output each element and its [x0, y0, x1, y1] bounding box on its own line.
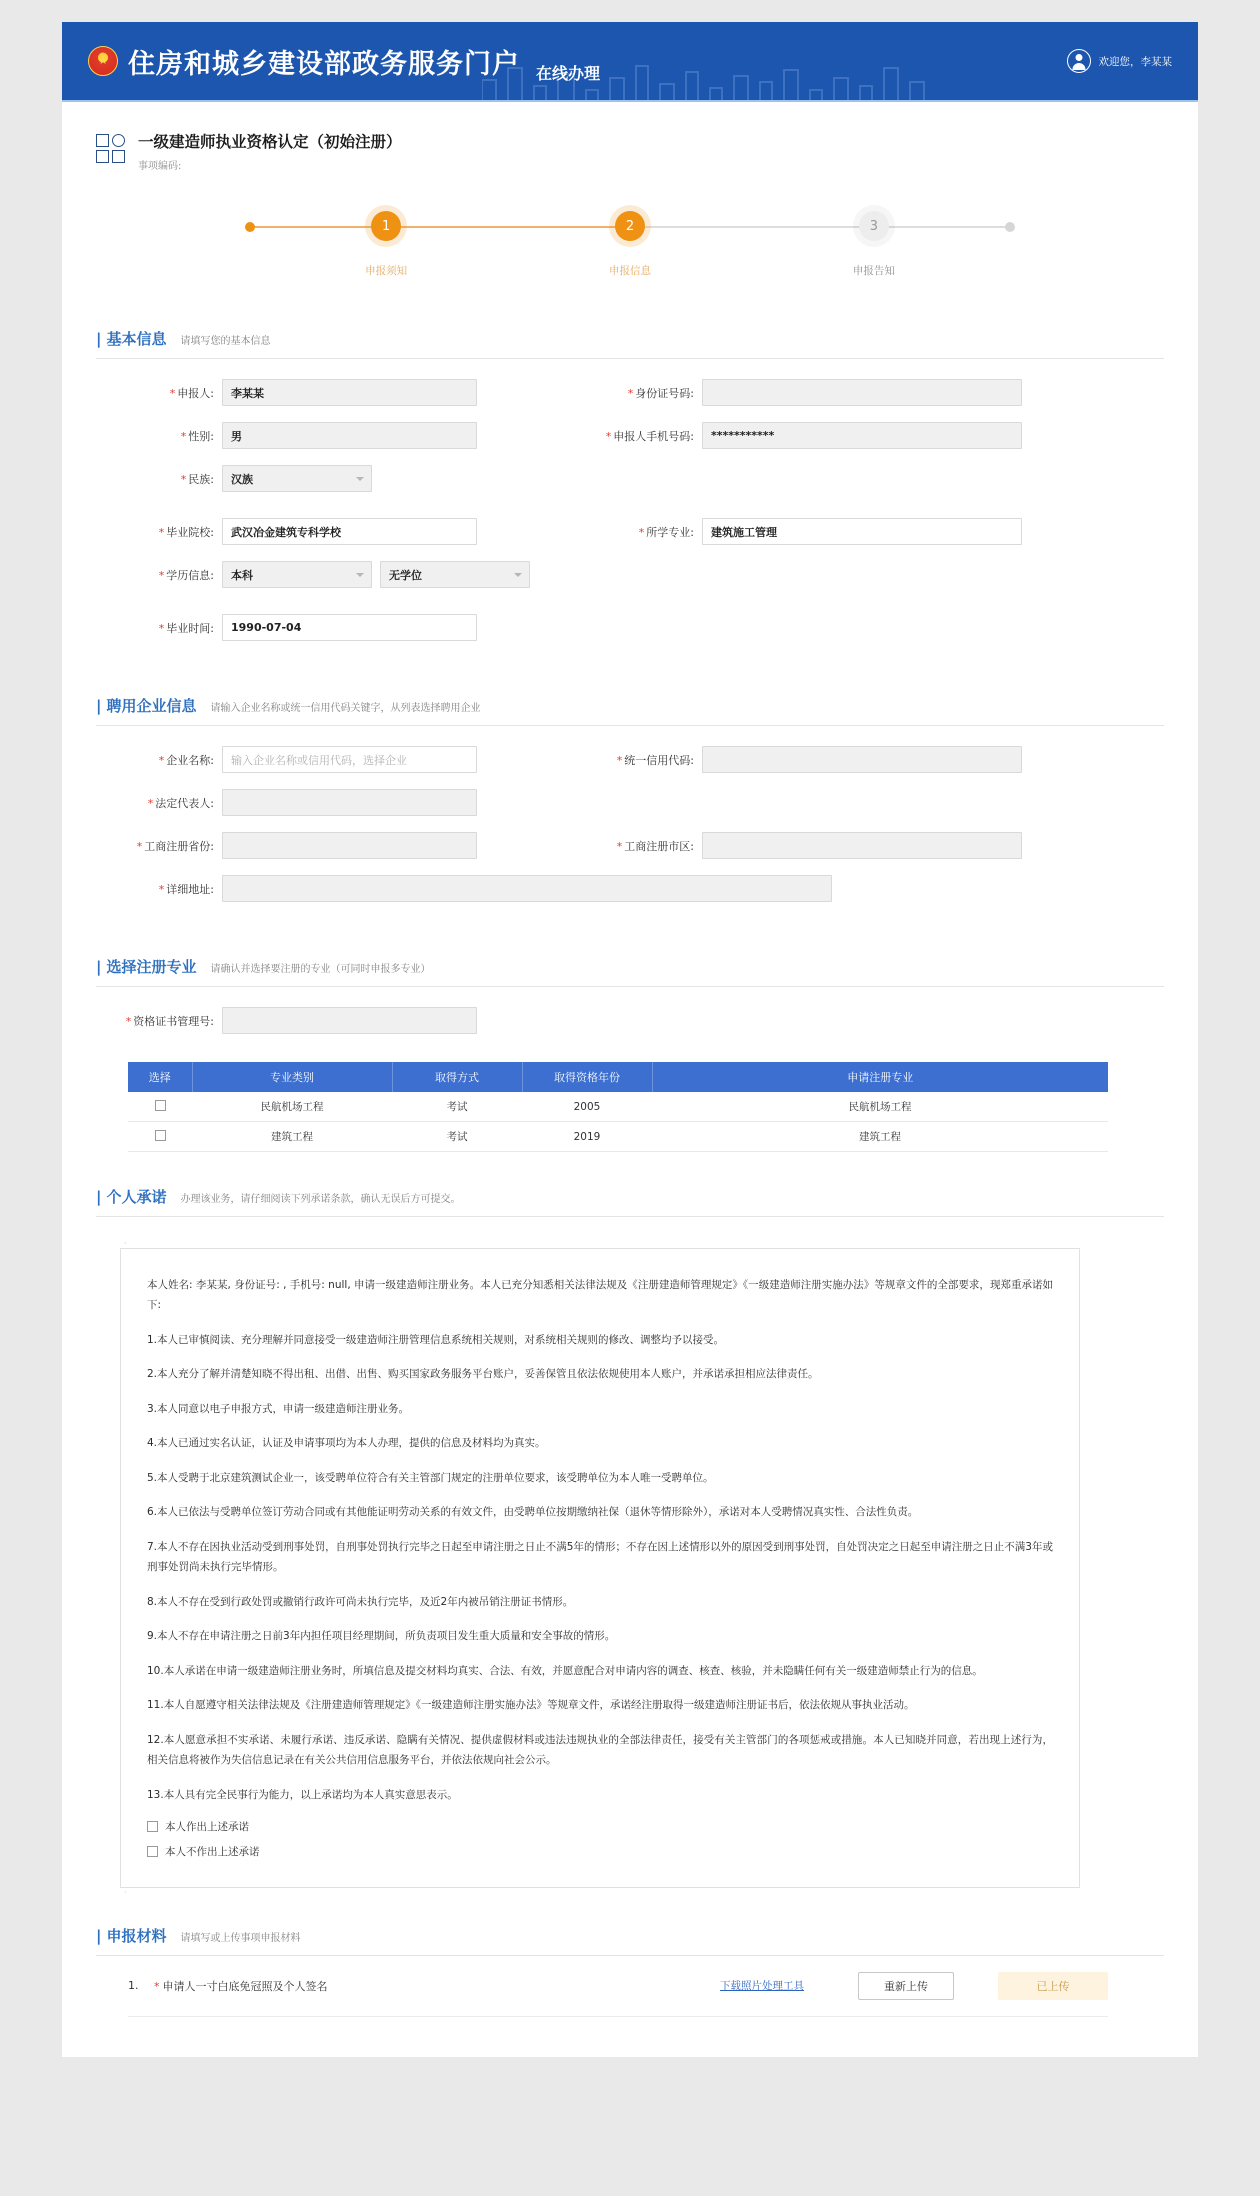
site-header — [62, 22, 1198, 100]
step-2-number: 2 — [615, 211, 645, 241]
major-input[interactable]: 建筑施工管理 — [702, 518, 1022, 545]
label-credit-code: * 统一信用代码: — [616, 753, 694, 767]
chevron-down-icon — [356, 573, 364, 577]
education-value: 本科 — [231, 568, 253, 582]
section-materials-title: 申报材料 — [106, 1926, 167, 1945]
degree-value: 无学位 — [389, 568, 422, 582]
step-2[interactable] — [508, 198, 752, 278]
commitment-paragraph: 6.本人已依法与受聘单位签订劳动合同或有其他能证明劳动关系的有效文件，由受聘单位按期缴纳社保（退休等情形除外），承诺对本人受聘情况真实性、合法性负责。 — [147, 1506, 919, 1519]
cell-method: 考试 — [392, 1092, 522, 1122]
legal-rep-input[interactable] — [222, 789, 477, 816]
progress-stepper — [130, 198, 1130, 294]
row-gender — [90, 422, 1170, 449]
cell-apply-major: 建筑工程 — [652, 1122, 1108, 1152]
section-basic-info-title: 基本信息 — [106, 330, 167, 348]
section-company-subtitle: 请输入企业名称或统一信用代码关键字，从列表选择聘用企业 — [210, 703, 481, 714]
user-menu[interactable] — [1067, 49, 1173, 73]
label-school: * 毕业院校: — [158, 525, 214, 539]
nation-select[interactable] — [222, 465, 372, 492]
label-province: * 工商注册省份: — [136, 839, 214, 853]
commitment-disagree-checkbox[interactable] — [147, 1846, 158, 1857]
city-input[interactable] — [702, 832, 1022, 859]
register-major-table — [128, 1062, 1108, 1152]
commitment-agree-row[interactable] — [147, 1819, 1053, 1834]
cell-method: 考试 — [392, 1122, 522, 1152]
commitment-wrapper — [120, 1239, 1164, 1897]
site-title: 住房和城乡建设部政务服务门户 — [128, 48, 520, 80]
material-row — [128, 1972, 1108, 2017]
label-major: * 所学专业: — [638, 525, 694, 539]
cell-select — [128, 1122, 192, 1152]
step-1-label: 申报须知 — [365, 265, 408, 277]
cell-apply-major: 民航机场工程 — [652, 1092, 1108, 1122]
row-checkbox[interactable] — [155, 1130, 166, 1141]
commitment-paragraph: 3.本人同意以电子申报方式，申请一级建造师注册业务。 — [147, 1402, 410, 1415]
section-commitment-title: 个人承诺 — [106, 1188, 167, 1206]
stepper-spacer-left — [130, 198, 264, 278]
company-name-input[interactable] — [222, 746, 477, 773]
grid-squares-icon — [96, 134, 126, 164]
applicant-input[interactable]: 李某某 — [222, 379, 477, 406]
cell-year: 2019 — [522, 1122, 652, 1152]
label-education: * 学历信息: — [158, 568, 214, 582]
chevron-down-icon — [356, 477, 364, 481]
table-header-row — [128, 1062, 1108, 1092]
section-bar-icon: | — [96, 958, 102, 976]
col-select: 选择 — [128, 1062, 192, 1092]
national-emblem-icon — [88, 46, 118, 76]
section-company-title: 聘用企业信息 — [106, 697, 197, 715]
section-materials-subtitle: 请填写或上传事项申报材料 — [180, 1932, 301, 1944]
page-item-code: 事项编码: — [138, 161, 182, 172]
graduation-date-input[interactable]: 1990-07-04 — [222, 614, 477, 641]
reupload-button[interactable]: 重新上传 — [858, 1972, 954, 2000]
commitment-paragraph: 4.本人已通过实名认证，认证及申请事项均为本人办理，提供的信息及材料均为真实。 — [147, 1437, 546, 1450]
phone-input[interactable]: *********** — [702, 422, 1022, 449]
label-address: * 详细地址: — [158, 882, 214, 896]
section-commitment-subtitle: 办理该业务，请仔细阅读下列承诺条款，确认无误后方可提交。 — [180, 1194, 461, 1205]
label-cert-number: * 资格证书管理号: — [125, 1014, 214, 1028]
cell-year: 2005 — [522, 1092, 652, 1122]
section-bar-icon: | — [96, 697, 102, 715]
section-bar-icon: | — [96, 330, 102, 348]
province-input[interactable] — [222, 832, 477, 859]
address-input[interactable] — [222, 875, 832, 902]
education-select[interactable] — [222, 561, 372, 588]
row-cert-number — [90, 1007, 1170, 1034]
row-company-name — [90, 746, 1170, 773]
page-title: 一级建造师执业资格认定（初始注册） — [138, 133, 402, 151]
gender-input[interactable]: 男 — [222, 422, 477, 449]
step-3[interactable] — [752, 198, 996, 278]
commitment-paragraph: 12.本人愿意承担不实承诺、未履行承诺、违反承诺、隐瞒有关情况、提供虚假材料或违法违规执业的全部法律责任，接受有关主管部门的各项惩戒或措施。本人已知晓并同意，若出现上述行为，相关信息将被作为失信信息记录在有关公共信用信息服务平台，并依法依规向社会公示。 — [147, 1733, 1053, 1767]
school-input[interactable]: 武汉冶金建筑专科学校 — [222, 518, 477, 545]
row-province — [90, 832, 1170, 859]
row-applicant — [90, 379, 1170, 406]
section-company-header — [96, 695, 1164, 726]
cell-category: 建筑工程 — [192, 1122, 392, 1152]
row-legal-rep — [90, 789, 1170, 816]
company-info-form — [90, 726, 1170, 922]
commitment-paragraph: 13.本人具有完全民事行为能力，以上承诺均为本人真实意思表示。 — [147, 1788, 458, 1801]
row-graduation — [90, 614, 1170, 641]
commitment-paragraph: 5.本人受聘于北京建筑测试企业一，该受聘单位符合有关主管部门规定的注册单位要求，该受聘单位为本人唯一受聘单位。 — [147, 1471, 714, 1484]
company-name-placeholder: 输入企业名称或信用代码，选择企业 — [231, 753, 407, 767]
basic-info-form — [90, 359, 1170, 661]
register-major-form — [90, 987, 1170, 1054]
commitment-paragraph: 8.本人不存在受到行政处罚或撤销行政许可尚未执行完毕，及近2年内被吊销注册证书情形。 — [147, 1595, 574, 1608]
row-education — [90, 561, 1170, 588]
user-greeting: 欢迎您，李某某 — [1098, 55, 1172, 68]
nation-value: 汉族 — [231, 472, 253, 486]
col-year: 取得资格年份 — [522, 1062, 652, 1092]
label-applicant: * 申报人: — [169, 386, 214, 400]
step-2-label: 申报信息 — [609, 265, 651, 277]
section-commitment-header — [96, 1186, 1164, 1217]
section-materials-header — [96, 1925, 1164, 1956]
row-school — [90, 518, 1170, 545]
step-1[interactable] — [264, 198, 508, 278]
section-basic-info-header — [96, 328, 1164, 359]
scroll-marker-top: · — [124, 1239, 127, 1248]
commitment-paragraph: 9.本人不存在申请注册之日前3年内担任项目经理期间，所负责项目发生重大质量和安全事故的情形。 — [147, 1630, 616, 1643]
label-idcard: * 身份证号码: — [627, 386, 694, 400]
chevron-down-icon — [514, 573, 522, 577]
commitment-paragraph: 1.本人已审慎阅读、充分理解并同意接受一级建造师注册管理信息系统相关规则，对系统相关规则的修改、调整均予以接受。 — [147, 1333, 725, 1346]
commitment-disagree-row[interactable] — [147, 1844, 1053, 1859]
label-nation: * 民族: — [180, 472, 214, 486]
col-method: 取得方式 — [392, 1062, 522, 1092]
site-subtitle: 在线办理 — [536, 64, 601, 83]
commitment-paragraph: 11.本人自愿遵守相关法律法规及《注册建造师管理规定》《一级建造师注册实施办法》等规章文件，承诺经注册取得一级建造师注册证书后，依法依规从事执业活动。 — [147, 1699, 915, 1712]
col-category: 专业类别 — [192, 1062, 392, 1092]
section-register-major-header — [96, 956, 1164, 987]
col-apply-major: 申请注册专业 — [652, 1062, 1108, 1092]
material-index: 1. — [128, 1979, 139, 1993]
table-row — [128, 1122, 1108, 1152]
label-phone: * 申报人手机号码: — [605, 429, 694, 443]
step-3-number: 3 — [859, 211, 889, 241]
commitment-paragraph: 本人姓名: 李某某, 身份证号: , 手机号: null, 申请一级建造师注册业务。本人已充分知悉相关法律法规及《注册建造师管理规定》《一级建造师注册实施办法》等规章文件的全部要求，现郑重承诺如下: — [147, 1279, 1053, 1312]
label-gender: * 性别: — [180, 429, 214, 443]
page-title-row — [90, 126, 1170, 172]
commitment-disagree-label: 本人不作出上述承诺 — [165, 1845, 260, 1858]
credit-code-input[interactable] — [702, 746, 1022, 773]
application-page — [62, 22, 1198, 2057]
step-3-label: 申报告知 — [852, 265, 895, 277]
row-checkbox[interactable] — [155, 1100, 166, 1111]
commitment-paragraph: 10.本人承诺在申请一级建造师注册业务时，所填信息及提交材料均真实、合法、有效，并愿意配合对申请内容的调查、核查、核验，并未隐瞒任何有关一级建造师禁止行为的信息。 — [147, 1664, 983, 1677]
commitment-paragraph: 2.本人充分了解并清楚知晓不得出租、出借、出售、购买国家政务服务平台账户，妥善保管且依法依规使用本人账户，并承诺承担相应法律责任。 — [147, 1368, 819, 1381]
download-photo-tool-link[interactable]: 下载照片处理工具 — [720, 1980, 804, 1993]
stepper-spacer-right — [996, 198, 1130, 278]
commitment-paragraph: 7.本人不存在因执业活动受到刑事处罚，自刑事处罚执行完毕之日起至申请注册之日止不满5年的情形；不存在因上述情形以外的原因受到刑事处罚，自处罚决定之日起至申请注册之日止不满3年或刑事处罚尚未执行完毕情形。 — [147, 1540, 1053, 1574]
idcard-input[interactable] — [702, 379, 1022, 406]
section-register-major-title: 选择注册专业 — [106, 958, 197, 976]
row-nation — [90, 465, 1170, 492]
label-city: * 工商注册市区: — [616, 839, 694, 853]
label-company-name: * 企业名称: — [158, 753, 214, 767]
row-address — [90, 875, 1170, 902]
section-register-major-subtitle: 请确认并选择要注册的专业（可同时申报多专业） — [210, 964, 431, 975]
user-avatar-icon — [1067, 49, 1091, 73]
table-row — [128, 1092, 1108, 1122]
cert-number-input[interactable] — [222, 1007, 477, 1034]
step-1-number: 1 — [371, 211, 401, 241]
commitment-agree-label: 本人作出上述承诺 — [165, 1820, 249, 1833]
section-bar-icon: | — [96, 1926, 102, 1945]
commitment-text-box — [120, 1248, 1080, 1888]
section-bar-icon: | — [96, 1188, 102, 1206]
label-legal-rep: * 法定代表人: — [147, 796, 214, 810]
material-name: * 申请人一寸白底免冠照及个人签名 — [154, 1979, 328, 1993]
label-graduation: * 毕业时间: — [158, 621, 214, 635]
section-basic-info-subtitle: 请填写您的基本信息 — [180, 336, 271, 347]
upload-status-badge: 已上传 — [998, 1972, 1108, 2000]
cell-select — [128, 1092, 192, 1122]
commitment-agree-checkbox[interactable] — [147, 1821, 158, 1832]
scroll-marker-bottom: · — [124, 1887, 127, 1897]
degree-select[interactable] — [380, 561, 530, 588]
cell-category: 民航机场工程 — [192, 1092, 392, 1122]
